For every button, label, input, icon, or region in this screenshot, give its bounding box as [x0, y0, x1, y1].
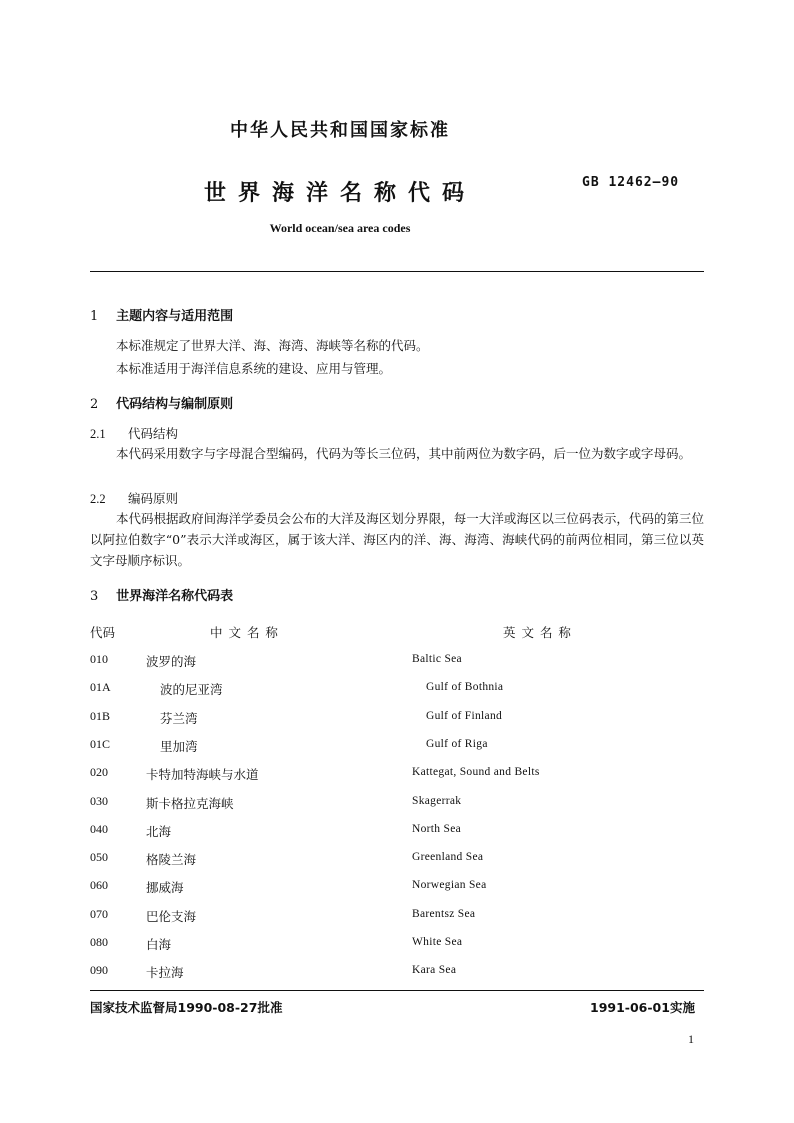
implementation-date: 1991-06-01实施 [590, 1000, 695, 1015]
national-standard-header: 中华人民共和国国家标准 [230, 120, 450, 141]
table-row [90, 680, 704, 708]
row-code: 090 [90, 963, 108, 978]
subsection-2-2-heading [90, 489, 178, 507]
row-english-name: Skagerrak [412, 794, 462, 807]
header-divider [90, 271, 704, 272]
row-english-name: Norwegian Sea [412, 879, 487, 892]
section-number: 2 [90, 397, 99, 412]
row-english-name: Barentsz Sea [412, 907, 476, 920]
section-1-paragraph-1: 本标准规定了世界大洋、海、海湾、海峡等名称的代码。 [116, 338, 429, 353]
subsection-title: 代码结构 [127, 426, 178, 441]
row-english-name: North Sea [412, 822, 462, 835]
standard-number: GB 12462—90 [582, 175, 680, 190]
table-row [90, 652, 704, 680]
table-row [90, 765, 704, 793]
row-english-name: Kattegat, Sound and Belts [412, 766, 540, 779]
row-chinese-name: 北海 [146, 823, 172, 839]
table-row [90, 850, 704, 878]
row-code: 020 [90, 765, 108, 780]
section-3-heading [90, 585, 233, 604]
row-code: 080 [90, 935, 108, 949]
table-header-english-name: 英 文 名 称 [503, 625, 572, 640]
subsection-number: 2.1 [90, 427, 106, 441]
section-number: 3 [90, 589, 99, 604]
section-title: 世界海洋名称代码表 [116, 589, 234, 604]
footer-divider [90, 990, 704, 991]
table-row [90, 935, 704, 963]
subsection-number: 2.2 [90, 492, 106, 506]
row-code: 01C [90, 736, 111, 751]
row-chinese-name: 卡特加特海峡与水道 [146, 767, 259, 783]
subsection-2-1-text: 本代码采用数字与字母混合型编码，代码为等长三位码，其中前两位为数字码，后一位为数字或字母码。 [116, 446, 692, 461]
row-code: 030 [90, 793, 108, 808]
table-row [90, 737, 704, 765]
section-title: 主题内容与适用范围 [116, 309, 234, 324]
subsection-2-2-text: 本代码根据政府间海洋学委员会公布的大洋及海区划分界限，每一大洋或海区以三位码表示，代码的第三位以阿拉伯数字“0”表示大洋或海区，属于该大洋、海区内的洋、海、海湾、海峡代码的前两位相同，第三位以英文字母顺序标识。 [90, 511, 704, 568]
row-chinese-name: 巴伦支海 [146, 908, 197, 924]
row-english-name: Gulf of Bothnia [426, 681, 504, 694]
row-code: 010 [90, 652, 108, 666]
row-chinese-name: 波罗的海 [146, 654, 197, 669]
row-code: 060 [90, 878, 108, 893]
section-1-heading [90, 305, 233, 324]
row-code: 040 [90, 821, 108, 836]
table-row [90, 794, 704, 822]
row-code: 050 [90, 850, 108, 865]
row-chinese-name: 波的尼亚湾 [160, 682, 223, 698]
row-english-name: White Sea [412, 936, 463, 948]
row-english-name: Greenland Sea [412, 851, 484, 864]
table-row [90, 878, 704, 906]
row-english-name: Gulf of Riga [426, 737, 488, 750]
row-chinese-name: 斯卡格拉克海峡 [146, 795, 234, 811]
row-code: 01A [90, 680, 111, 695]
row-english-name: Kara Sea [412, 964, 457, 977]
row-chinese-name: 挪威海 [146, 880, 184, 896]
section-title: 代码结构与编制原则 [116, 397, 234, 412]
row-code: 070 [90, 906, 108, 921]
subsection-title: 编码原则 [127, 491, 178, 506]
row-english-name: Gulf of Finland [426, 709, 503, 722]
section-number: 1 [90, 309, 99, 324]
row-code: 01B [90, 708, 111, 723]
table-row [90, 963, 704, 991]
table-header-code: 代码 [90, 625, 116, 640]
table-row [90, 709, 704, 737]
page-number: 1 [688, 1032, 694, 1046]
section-1-paragraph-2: 本标准适用于海洋信息系统的建设、应用与管理。 [116, 361, 392, 376]
row-chinese-name: 白海 [146, 937, 172, 952]
document-title: 世界海洋名称代码 [203, 181, 476, 206]
table-header-chinese-name: 中 文 名 称 [210, 625, 279, 640]
row-chinese-name: 格陵兰海 [146, 852, 197, 868]
row-english-name: Baltic Sea [412, 653, 462, 665]
row-chinese-name: 里加湾 [160, 738, 198, 754]
table-row [90, 822, 704, 850]
subsection-2-1-heading [90, 424, 178, 442]
section-2-heading [90, 393, 233, 412]
approval-statement: 国家技术监督局1990-08-27批准 [90, 1000, 283, 1015]
table-row [90, 907, 704, 935]
row-chinese-name: 卡拉海 [146, 965, 184, 981]
document-subtitle-en: World ocean/sea area codes [269, 221, 411, 235]
row-chinese-name: 芬兰湾 [160, 710, 198, 726]
